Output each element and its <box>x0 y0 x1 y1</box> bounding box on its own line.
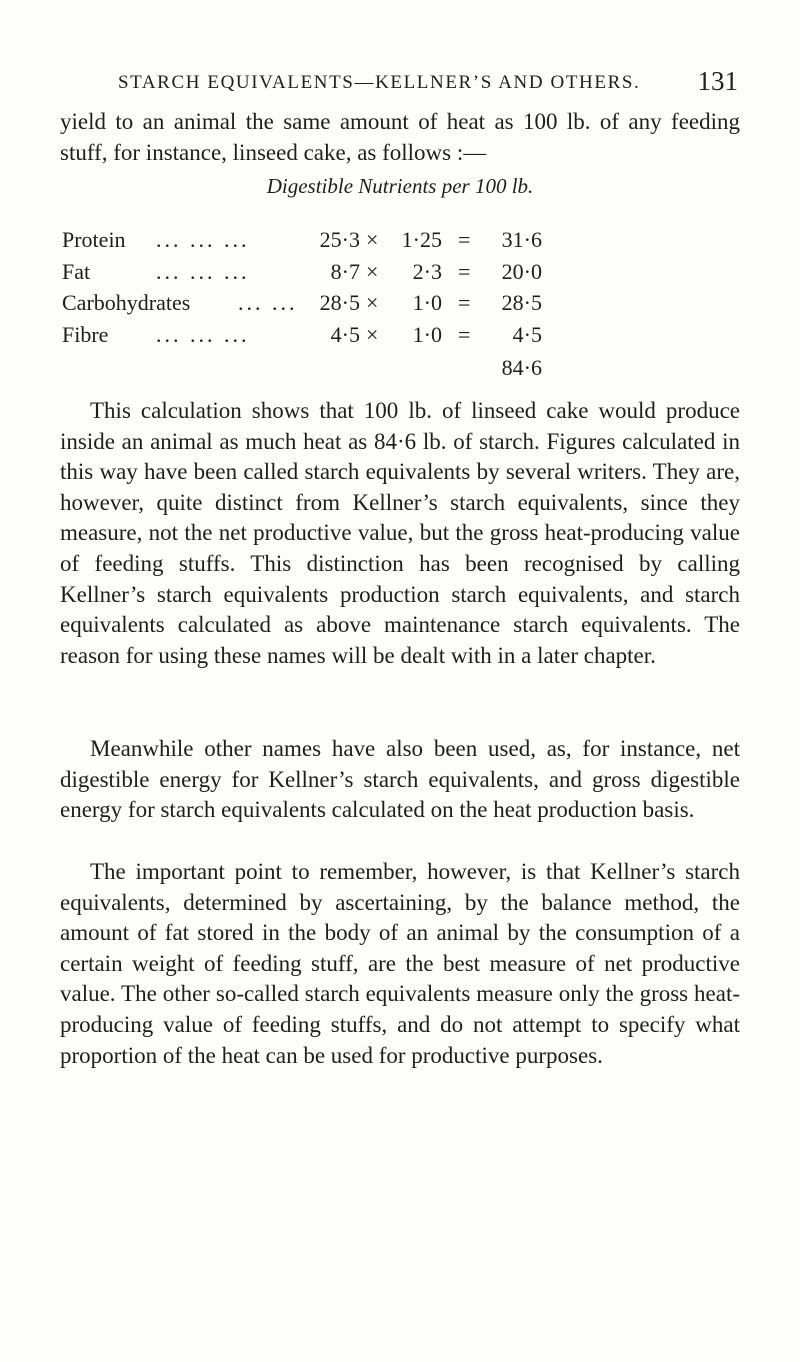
equals-sign: = <box>458 227 471 252</box>
product-result: 31·6 <box>501 227 542 252</box>
running-head <box>60 66 740 100</box>
body-paragraph: The important point to remember, however, is that Kellner’s starch equivalents, determined by ascertaining, by the balance method, the amount of fat stored in the body of an animal by the consumption of a certain weight of feeding stuff, are the best measure of net productive value. The other so-called starch equivalents measure only the gross heat-producing value of feeding stuffs, and do not attempt to specify what proportion of the heat can be used for productive purposes. <box>60 859 740 1068</box>
product-result: 28·5 <box>501 290 542 315</box>
leader-dots: ... ... <box>238 290 298 315</box>
heat-factor: 1·0 <box>412 321 442 347</box>
equals-sign: = <box>458 290 471 315</box>
nutrient-amount: 8·7 <box>330 258 360 284</box>
table-row <box>60 322 740 354</box>
leader-dots: ... ... ... <box>156 321 250 347</box>
nutrient-amount: 4·5 <box>330 321 360 347</box>
nutrient-table <box>60 227 740 353</box>
lead-paragraph: yield to an animal the same amount of heat as 100 lb. of any feeding stuff, for instance, linseed cake, as follows :— <box>60 109 740 165</box>
heat-factor: 1·25 <box>401 227 442 252</box>
times-sign: × <box>366 290 379 315</box>
page-number: 131 <box>697 66 738 96</box>
times-sign: × <box>366 321 379 347</box>
table-row <box>60 259 740 291</box>
nutrient-name: Fat <box>62 258 91 284</box>
nutrient-name: Fibre <box>62 321 109 347</box>
table-row <box>60 227 740 259</box>
heat-factor: 2·3 <box>412 258 442 284</box>
body-paragraph: Meanwhile other names have also been used, as, for instance, net digestible energy for Kellner’s starch equivalents, and gross digestible energy for starch equivalents calculated on the heat production basis. <box>60 736 740 823</box>
nutrient-amount: 28·5 <box>319 290 360 315</box>
equals-sign: = <box>458 321 471 347</box>
table-total: 84·6 <box>501 355 542 380</box>
table-caption: Digestible Nutrients per 100 lb. <box>266 174 534 198</box>
running-head-title: STARCH EQUIVALENTS—KELLNER’S AND OTHERS. <box>118 72 641 93</box>
table-row <box>60 290 740 322</box>
equals-sign: = <box>458 258 471 284</box>
body-paragraph: This calculation shows that 100 lb. of linseed cake would produce inside an animal as much heat as 84·6 lb. of starch. Figures calculated in this way have been called starch equivalents by several writers. They are, however, quite distinct from Kellner’s starch equivalents, since they measure, not the net productive value, but the gross heat-producing value of feeding stuffs. This distinction has been recognised by calling Kellner’s starch equivalents production starch equivalents, and starch equivalents calculated as above maintenance starch equivalents. The reason for using these names will be dealt with in a later chapter. <box>60 398 740 668</box>
times-sign: × <box>366 227 379 252</box>
product-result: 4·5 <box>512 321 542 347</box>
times-sign: × <box>366 258 379 284</box>
product-result: 20·0 <box>501 258 542 284</box>
nutrient-amount: 25·3 <box>319 227 360 252</box>
heat-factor: 1·0 <box>412 290 442 315</box>
nutrient-name: Carbohydrates <box>62 290 191 315</box>
leader-dots: ... ... ... <box>156 258 250 284</box>
book-page <box>60 0 740 1362</box>
nutrient-name: Protein <box>62 227 126 252</box>
leader-dots: ... ... ... <box>156 227 250 252</box>
